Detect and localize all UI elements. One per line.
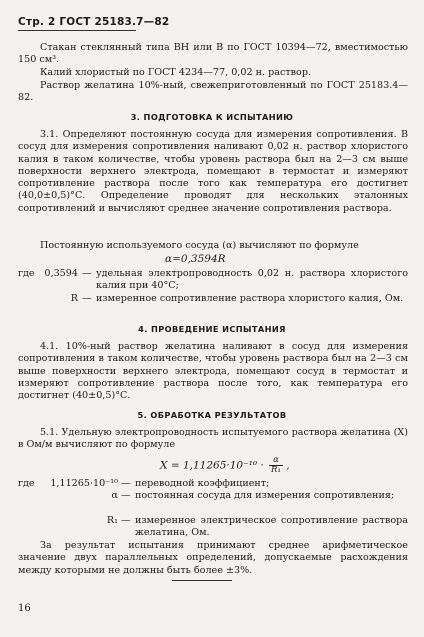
definition-dash: —	[82, 268, 92, 279]
definition-symbol: R	[70, 293, 78, 304]
section-3-title: 3. ПОДГОТОВКА К ИСПЫТАНИЮ	[130, 112, 294, 122]
definition-text: постоянная сосуда для измерения сопротивления;	[135, 490, 395, 501]
section-3-paragraph-1: 3.1. Определяют постоянную сосуда для измерения сопротивления. В сосуд для измерения сопротивления наливают 0,02 н. раствор хлористого калия в таком количестве, чтобы уровень раствора был на 2—3 см выше поверхности верхнего электрода, помещают в термостат и измеряют сопротивление раствора после того как температура его достигнет (40,0±0,5)°С. Определение проводят для нескольких эталонных сопротивлений и вычисляют среднее значение сопротивления раствора.	[18, 129, 408, 214]
definition-text: удельная электропроводность 0,02 н. раствора хлористого калия при 40°С;	[96, 268, 408, 292]
definition-symbol: R₁	[106, 515, 118, 526]
materials-paragraph-2: Калий хлористый по ГОСТ 4234—77, 0,02 н. раствор.	[40, 67, 312, 78]
page-number: 16	[18, 603, 31, 614]
definition-symbol: 0,3594	[44, 268, 78, 279]
definition-text: переводной коэффициент;	[135, 478, 270, 489]
section-3-paragraph-2: Постоянную используемого сосуда (α) вычисляют по формуле	[40, 240, 359, 251]
section-5-paragraph-2: За результат испытания принимают среднее арифметическое значение двух параллельных определений, допускаемые расхождения между которыми не должны быть более ±3%.	[18, 540, 408, 576]
definition-symbol: α	[111, 490, 118, 501]
definition-text: измеренное сопротивление раствора хлористого калия, Ом.	[96, 293, 404, 304]
section-4-title: 4. ПРОВЕДЕНИЕ ИСПЫТАНИЯ	[138, 324, 286, 334]
definition-dash: —	[82, 293, 92, 304]
end-rule	[172, 580, 232, 581]
definition-text: измеренное электрическое сопротивление раствора желатина, Ом.	[135, 515, 408, 539]
formula-fraction	[269, 456, 283, 475]
formula-numerator: α	[269, 456, 283, 466]
definition-dash: —	[121, 490, 131, 501]
section-4-paragraph-1: 4.1. 10%-ный раствор желатина наливают в сосуд для измерения сопротивления в таком количестве, чтобы уровень раствора был на 2—3 см выше поверхности верхнего электрода, помещают сосуд в термостат и измеряют сопротивление раствора после того, как температура его достигнет (40±0,5)°С.	[18, 341, 408, 402]
definition-dash: —	[121, 515, 131, 526]
definition-symbol: 1,11265·10⁻¹⁰	[50, 478, 118, 489]
definition-dash: —	[121, 478, 131, 489]
materials-paragraph-3: Раствор желатина 10%-ный, свежеприготовленный по ГОСТ 25183.4—82.	[18, 80, 408, 104]
header-rule	[18, 30, 136, 31]
section-5-title: 5. ОБРАБОТКА РЕЗУЛЬТАТОВ	[137, 410, 287, 420]
section-5-paragraph-1: 5.1. Удельную электропроводность испытуемого раствора желатина (X) в Ом/м вычисляют по формуле	[18, 427, 408, 451]
formula-lhs: X = 1,11265·10⁻¹⁰ ·	[160, 459, 264, 472]
formula-conductivity	[160, 456, 290, 475]
page-header: Стр. 2 ГОСТ 25183.7—82	[18, 16, 170, 28]
materials-paragraph-1: Стакан стеклянный типа ВН или В по ГОСТ 10394—72, вместимостью 150 см³.	[18, 42, 408, 66]
formula-comma: ,	[286, 459, 290, 472]
formula-denominator: R₁	[271, 465, 281, 475]
where-label: где	[18, 268, 35, 279]
formula-vessel-constant: α=0,3594R	[165, 253, 226, 265]
where-label: где	[18, 478, 35, 489]
